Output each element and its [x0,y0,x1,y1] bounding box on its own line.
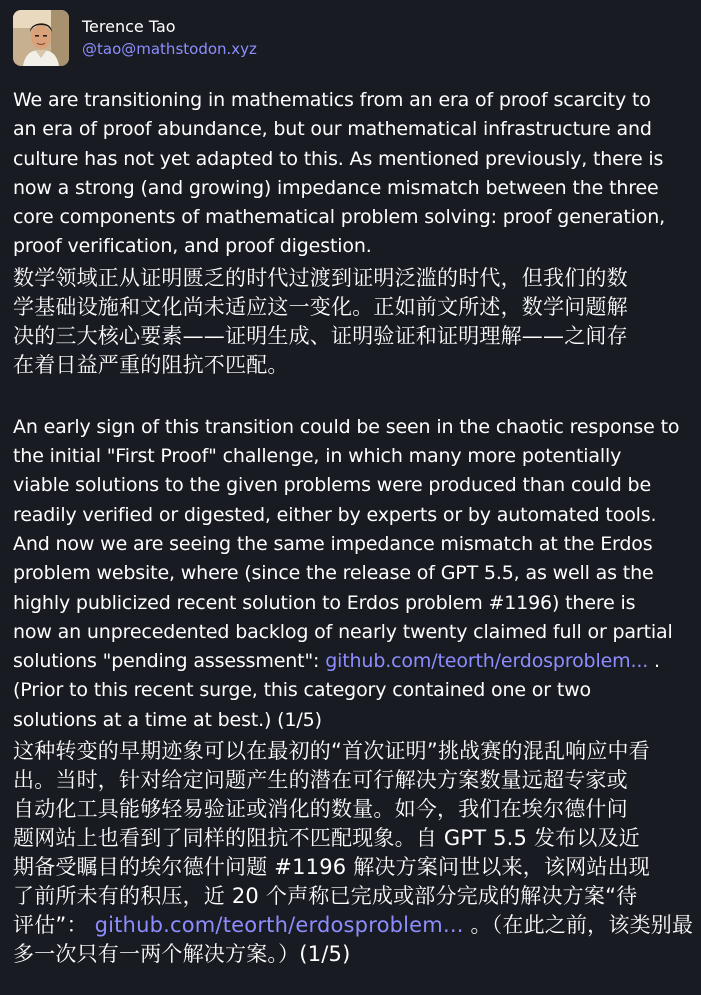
text-line: (Prior to this recent surge, this category contained one or two [13,679,591,702]
text-line: 数学领域正从证明匮乏的时代过渡到证明泛滥的时代，但我们的数 [13,265,628,290]
text-line-with-link [13,911,701,940]
text-segment: solutions "pending assessment": [13,650,326,673]
text-line: 题网站上也看到了同样的阻抗不匹配现象。自 GPT 5.5 发布以及近 [13,826,640,851]
text-segment: 评估”： [13,913,95,938]
text-line: readily verified or digested, either by experts or by automated tools. [13,503,657,526]
text-line: core components of mathematical problem solving: proof generation, [13,206,666,229]
text-line: 决的三大核心要素——证明生成、证明验证和证明理解——之间存 [13,323,628,348]
paragraph-2-english [13,413,701,735]
portrait-avatar-icon [13,10,69,66]
avatar[interactable] [13,10,69,66]
text-line: culture has not yet adapted to this. As mentioned previously, there is [13,147,664,170]
post-content [13,86,701,969]
text-line: And now we are seeing the same impedance mismatch at the Erdos [13,532,653,555]
author-names [82,16,257,60]
text-line: proof verification, and proof digestion. [13,235,372,258]
text-line-with-link [13,647,701,676]
text-line: 自动化工具能够轻易验证或消化的数量。如今，我们在埃尔德什问 [13,797,628,822]
text-line: now an unprecedented backlog of nearly twenty claimed full or partial [13,620,673,643]
display-name[interactable]: Terence Tao [82,17,176,36]
text-line: 出。当时，针对给定问题产生的潜在可行解决方案数量远超专家或 [13,768,628,793]
text-line: 期备受瞩目的埃尔德什问题 #1196 解决方案问世以来，该网站出现 [13,855,650,880]
text-line: 学基础设施和文化尚未适应这一变化。正如前文所述，数学问题解 [13,294,628,319]
text-line: now a strong (and growing) impedance mismatch between the three [13,176,659,199]
text-line: An early sign of this transition could be seen in the chaotic response to [13,415,680,438]
post-header [13,10,257,66]
account-handle[interactable]: @tao@mathstodon.xyz [82,40,257,58]
text-line: the initial "First Proof" challenge, in which many more potentially [13,445,622,468]
text-line: viable solutions to the given problems were produced than could be [13,474,651,497]
text-segment: 。（在此之前，该类别最 [463,913,694,938]
text-line: 了前所未有的积压，近 20 个声称已完成或部分完成的解决方案“待 [13,884,638,909]
text-line: an era of proof abundance, but our mathematical infrastructure and [13,118,652,141]
paragraph-1-english [13,86,701,262]
text-line: highly publicized recent solution to Erdos problem #1196) there is [13,591,636,614]
text-line: 多一次只有一两个解决方案。）(1/5) [13,942,351,967]
text-line: 在着日益严重的阻抗不匹配。 [13,352,289,377]
text-line: 这种转变的早期迹象可以在最初的“首次证明”挑战赛的混乱响应中看 [13,739,650,764]
text-line: problem website, where (since the release of GPT 5.5, as well as the [13,562,654,585]
erdos-problems-link-chinese[interactable]: github.com/teorth/erdosproblem... [94,913,464,938]
erdos-problems-link[interactable]: github.com/teorth/erdosproblem... [325,650,649,673]
paragraph-2-chinese [13,737,701,969]
text-segment: . [648,650,660,673]
text-line: We are transitioning in mathematics from an era of proof scarcity to [13,89,651,111]
text-line: solutions at a time at best.) (1/5) [13,708,322,731]
paragraph-1-chinese [13,264,701,380]
